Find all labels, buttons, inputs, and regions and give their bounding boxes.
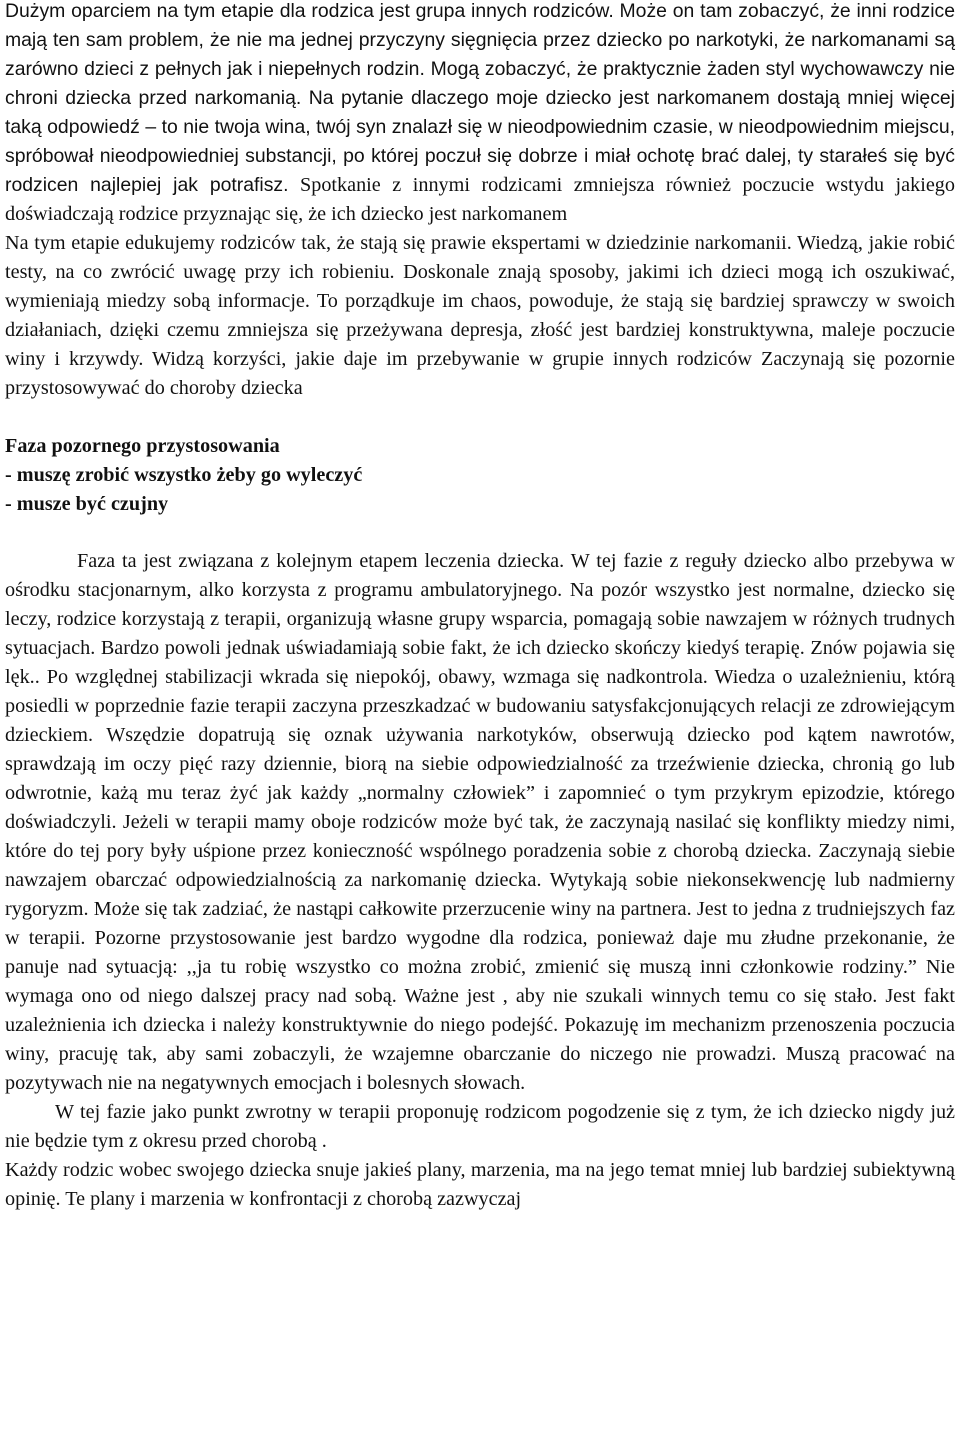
section-subheading-2: - musze być czujny [5,493,169,515]
paragraph-pseudo-adaptation: Faza ta jest związana z kolejnym etapem leczenia dziecka. W tej fazie z reguły dziecko albo przebywa w ośrodku stacjonarnym, alko korzysta z programu ambulatoryjnego. Na pozór wszystko jest normalne, dziecko się leczy, rodzice korzystają z terapii, organizują własne grupy wsparcia, pomagają sobie nawzajem w różnych trudnych sytuacjach. Bardzo powoli jednak uświadamiają sobie fakt, że ich dziecko skończy kiedyś terapię. Znów pojawia się lęk.. Po względnej stabilizacji wkrada się niepokój, obawy, wzmaga się nadkontrola. Wiedza o uzależnieniu, którą posiedli w poprzednie fazie terapii zaczyna przeszkadzać w budowaniu satysfakcjonujących relacji ze zdrowiejącym dzieckiem. Wszędzie dopatrują się oznak używania narkotyków, obserwują dziecko pod kątem nawrotów, sprawdzają im oczy pięć razy dziennie, biorą na siebie odpowiedzialność za trzeźwienie dziecka, chronią go lub odwrotnie, każą mu teraz żyć jak każdy „normalny człowiek” i zapomnieć o tym przykrym epizodzie, którego doświadczyli. Jeżeli w terapii mamy oboje rodziców może być tak, że zaczynają nasilać się konflikty miedzy nimi, które do tej pory były uśpione przez konieczność wspólnego poradzenia sobie z chorobą dziecka. Zaczynają siebie nawzajem obarczać odpowiedzialnością za narkomanię dziecka. Wytykają sobie niekonsekwencję lub nadmierny rygoryzm. Może się tak zadziać, że nastąpi całkowite przerzucenie winy na partnera. Jest to jedna z trudniejszych faz w terapii. Pozorne przystosowanie jest bardzo wygodne dla rodzica, ponieważ daje mu złudne przekonanie, że panuje nad sytuacją: ,,ja tu robię wszystko co można zrobić, zmienić się muszą inni członkowie rodziny.” Nie wymaga ono od niego dalszej pracy nad sobą. Ważne jest , aby nie szukali winnych temu co się stało. Jest fakt uzależnienia ich dziecka i należy konstruktywnie do niego podejść. Pokazuję im mechanizm przenoszenia poczucia winy, pracuję tak, aby sami zobaczyli, że wzajemne obarczanie do niczego nie prowadzi. Muszą pracować na pozytywach nie na negatywnych emocjach i bolesnych słowach. [5,550,955,1094]
section-heading: Faza pozornego przystosowania [5,435,280,457]
document-page [5,0,955,1214]
paragraph-turning-point: W tej fazie jako punkt zwrotny w terapii proponuję rodzicom pogodzenie się z tym, że ich dziecko nigdy już nie będzie tym z okresu przed chorobą . [5,1101,955,1152]
paragraph-part-serif: Spotkanie z innymi rodzicami zmniejsza również poczucie wstydu jakiego doświadczają rodzice przyznając się, że ich dziecko jest narkomanem [5,174,955,225]
paragraph-part-sans: Dużym oparciem na tym etapie dla rodzica jest grupa innych rodziców. Może on tam zobaczyć, że inni rodzice mają ten sam problem, że nie ma jednej przyczyny sięgnięcia przez dziecko po narkotyki, że narkomanami są zarówno dzieci z pełnych jak i niepełnych rodzin. Mogą zobaczyć, że praktycznie żaden styl wychowawczy nie chroni dziecka przed narkomanią. Na pytanie dlaczego moje dziecko jest narkomanem dostają mniej więcej taką odpowiedź – to nie twoja wina, twój syn znalazł się w nieodpowiednim czasie, w nieodpowiednim miejscu, spróbował nieodpowiedniej substancji, po której poczuł się dobrze i miał ochotę brać dalej, ty starałeś się być rodzicen najlepiej jak potrafisz. [5,0,955,196]
spacer [5,519,955,547]
paragraph-parent-education: Na tym etapie edukujemy rodziców tak, że stają się prawie ekspertami w dziedzinie narkomanii. Wiedzą, jakie robić testy, na co zwrócić uwagę przy ich robieniu. Doskonale znają sposoby, jakimi ich dzieci mogą ich oszukiwać, wymieniają miedzy sobą informacje. To porządkuje im chaos, powoduje, że stają się bardziej sprawczy w swoich działaniach, dzięki czemu zmniejsza się przeżywana depresja, złość jest bardziej konstruktywna, maleje poczucie winy i krzywdy. Widzą korzyści, jakie daje im przebywanie w grupie innych rodziców Zaczynają się pozornie przystosowywać do choroby dziecka [5,232,955,399]
section-subheading-1: - muszę zrobić wszystko żeby go wyleczyć [5,464,363,486]
spacer [5,403,955,432]
paragraph-parent-support-group [5,0,955,229]
paragraph-parent-plans: Każdy rodzic wobec swojego dziecka snuje jakieś plany, marzenia, ma na jego temat mniej lub bardziej subiektywną opinię. Te plany i marzenia w konfrontacji z chorobą zazwyczaj [5,1159,955,1210]
